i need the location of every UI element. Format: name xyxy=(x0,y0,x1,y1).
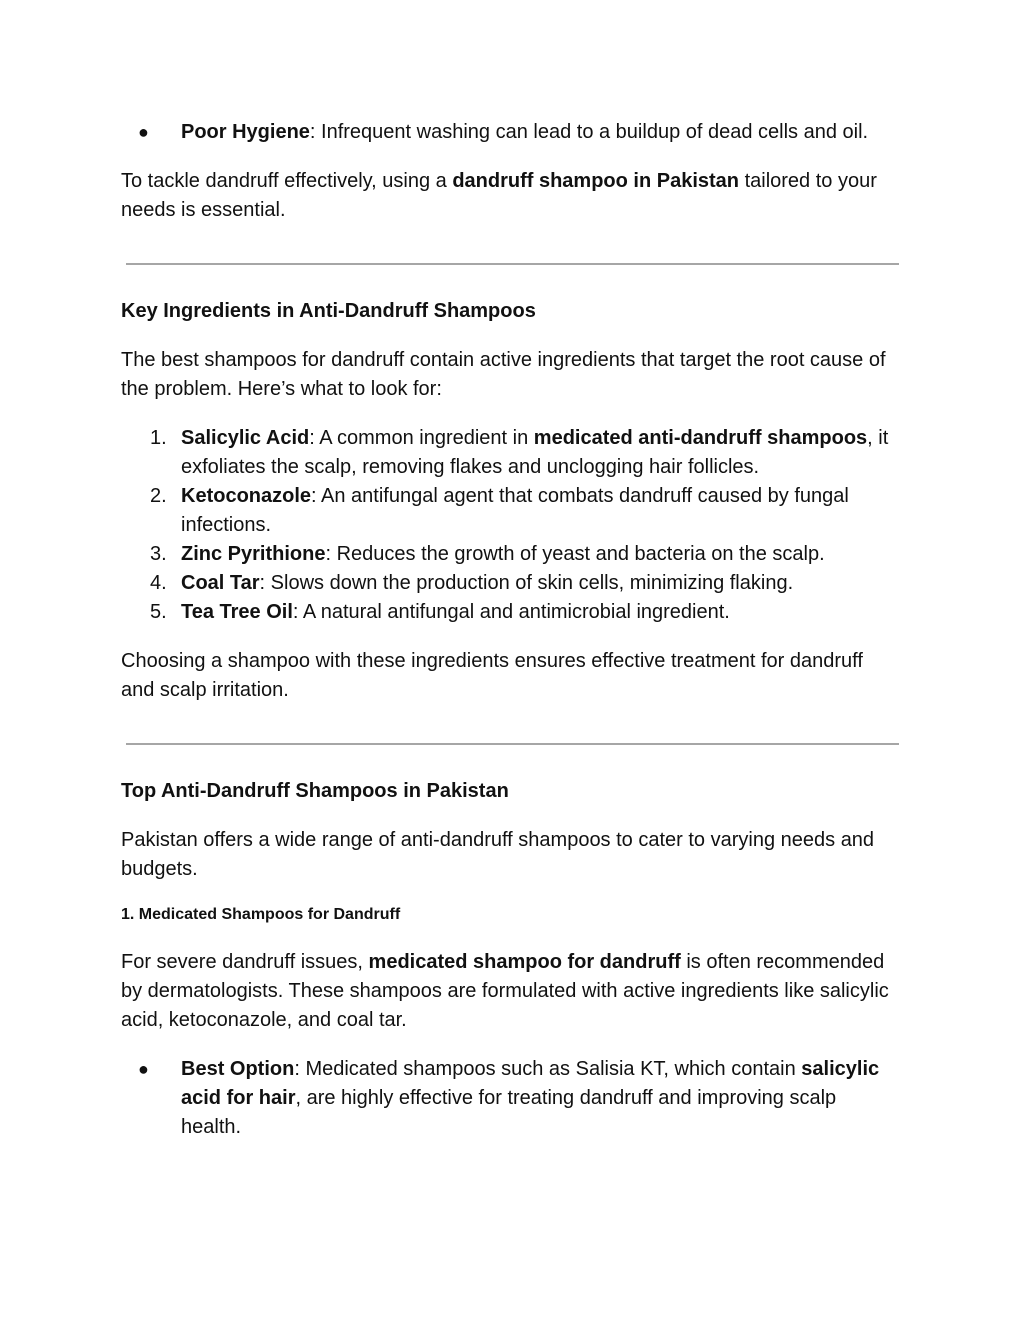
item-text: : An antifungal agent that combats dandruff caused by fungal infections. xyxy=(181,485,849,536)
item-bold-text: medicated anti-dandruff shampoos xyxy=(533,427,868,449)
list-number: 3. xyxy=(150,543,167,565)
item-text: : Slows down the production of skin cells, minimizing flaking. xyxy=(259,572,794,594)
bullet-marker: ● xyxy=(138,1059,149,1079)
paragraph-text: is often recommended by dermatologists. These shampoos are formulated with active ingredients like salicylic acid, ketoconazole, and coal tar. xyxy=(121,951,889,1031)
section-intro: Pakistan offers a wide range of anti-dandruff shampoos to cater to varying needs and budgets. xyxy=(121,829,875,880)
best-option-list xyxy=(121,1055,901,1142)
list-number: 2. xyxy=(150,485,167,507)
horizontal-rule xyxy=(126,263,899,265)
list-number: 4. xyxy=(150,572,167,594)
item-term: Ketoconazole xyxy=(181,485,312,507)
list-item xyxy=(121,569,901,598)
list-number: 5. xyxy=(150,601,167,623)
section-heading-top-shampoos: Top Anti-Dandruff Shampoos in Pakistan xyxy=(121,780,509,802)
list-item xyxy=(121,1055,901,1142)
bullet-text: , are highly effective for treating dandruff and improving scalp health. xyxy=(181,1087,837,1138)
ingredients-list xyxy=(121,424,901,627)
bullet-term: Poor Hygiene xyxy=(181,121,310,143)
list-item xyxy=(121,598,901,627)
subheading-medicated-shampoos: 1. Medicated Shampoos for Dandruff xyxy=(121,906,401,923)
item-text: , it exfoliates the scalp, removing flakes and unclogging hair follicles. xyxy=(181,427,889,478)
medicated-paragraph xyxy=(121,948,901,1035)
section-intro: The best shampoos for dandruff contain active ingredients that target the root cause of the problem. Here’s what to look for: xyxy=(121,349,886,400)
item-term: Tea Tree Oil xyxy=(181,601,293,623)
bullet-text: : Infrequent washing can lead to a buildup of dead cells and oil. xyxy=(309,121,869,143)
list-item xyxy=(121,118,901,147)
item-text: : A natural antifungal and antimicrobial ingredient. xyxy=(292,601,730,623)
paragraph-bold-link-text: dandruff shampoo in Pakistan xyxy=(452,170,740,192)
document-page xyxy=(121,118,901,1142)
paragraph-text: tailored to your needs is essential. xyxy=(121,170,877,221)
item-text: : Reduces the growth of yeast and bacteria on the scalp. xyxy=(325,543,825,565)
bullet-bold-text: salicylic acid for hair xyxy=(181,1058,880,1109)
horizontal-rule xyxy=(126,743,899,745)
bullet-term: Best Option xyxy=(181,1058,295,1080)
list-number: 1. xyxy=(150,427,167,449)
section-heading-key-ingredients: Key Ingredients in Anti-Dandruff Shampoos xyxy=(121,300,536,322)
paragraph-text: To tackle dandruff effectively, using a xyxy=(121,170,453,192)
paragraph-text: For severe dandruff issues, xyxy=(121,951,369,973)
item-term: Coal Tar xyxy=(181,572,260,594)
bullet-text: : Medicated shampoos such as Salisia KT, which contain xyxy=(294,1058,802,1080)
paragraph-bold-link-text: medicated shampoo for dandruff xyxy=(368,951,681,973)
item-text: : A common ingredient in xyxy=(309,427,534,449)
list-item xyxy=(121,424,901,482)
item-term: Salicylic Acid xyxy=(181,427,310,449)
list-item xyxy=(121,540,901,569)
intro-bullet-list xyxy=(121,118,901,147)
bullet-marker: ● xyxy=(138,122,149,142)
item-term: Zinc Pyrithione xyxy=(181,543,326,565)
tackle-paragraph xyxy=(121,167,901,225)
list-item xyxy=(121,482,901,540)
section-closing: Choosing a shampoo with these ingredients ensures effective treatment for dandruff and scalp irritation. xyxy=(121,650,863,701)
